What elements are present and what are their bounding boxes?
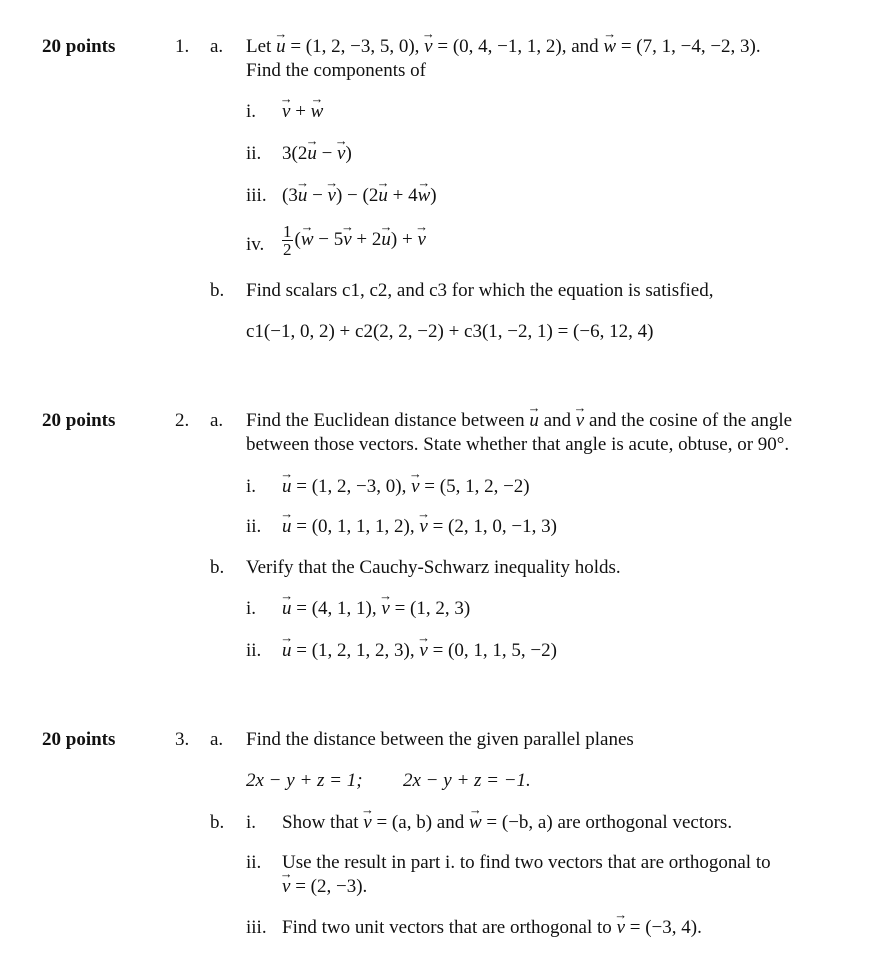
problem-2b-label: b. — [210, 557, 225, 578]
problem-1b-equation: c1(−1, 0, 2) + c2(2, 2, −2) + c3(1, −2, 1) = (−6, 12, 4) — [246, 321, 654, 342]
problem-2-points: 20 points — [42, 410, 116, 431]
problem-3b-ii-line1: Use the result in part i. to find two vectors that are orthogonal to — [282, 852, 771, 873]
problem-2a-line2: between those vectors. State whether that angle is acute, obtuse, or 90°. — [246, 434, 790, 455]
w-value: (7, 1, −4, −2, 3). — [636, 36, 761, 57]
problem-1b-text: Find scalars c1, c2, and c3 for which the equation is satisfied, — [246, 280, 714, 301]
problem-1a-i-label: i. — [246, 101, 257, 122]
problem-3a-text: Find the distance between the given parallel planes — [246, 729, 634, 750]
problem-3b-iii-text: Find two unit vectors that are orthogonal to → v = (−3, 4). — [282, 916, 702, 940]
problem-1-number: 1. — [175, 36, 190, 57]
problem-3b-ii-line2: → v = (2, −3). — [282, 875, 367, 899]
problem-2a-i-expr: → u = (1, 2, −3, 0), → v = (5, 1, 2, −2) — [282, 475, 530, 499]
problem-3b-label: b. — [210, 812, 225, 833]
problem-2a-line1: Find the Euclidean distance between → u and → v and the cosine of the angle — [246, 409, 792, 433]
problem-1-points: 20 points — [42, 36, 116, 57]
problem-2a-label: a. — [210, 410, 224, 431]
problem-3b-ii-label: ii. — [246, 852, 262, 873]
problem-2a-ii-expr: → u = (0, 1, 1, 1, 2), → v = (2, 1, 0, −1, 3) — [282, 515, 557, 539]
one-half-fraction: $\frac{1}{2}$ — [283, 222, 292, 260]
problem-2b-i-label: i. — [246, 598, 257, 619]
problem-1a-iii-label: iii. — [246, 185, 267, 206]
problem-3b-iii-label: iii. — [246, 917, 267, 938]
problem-1b-label: b. — [210, 280, 225, 301]
and-word: and — [571, 36, 599, 57]
let-word: Let — [246, 36, 272, 57]
problem-1a-line1: Let → u = (1, 2, −3, 5, 0), → v = (0, 4, −1, 1, 2), and → w = (7, 1, −4, −2, 3). — [246, 35, 761, 59]
problem-1a-i-expr: → v + → w — [282, 100, 323, 124]
problem-3a-plane2: 2x − y + z = −1. — [403, 770, 531, 791]
problem-1a-iii-expr: (3→ u − → v) − (2→ u + 4→ w) — [282, 184, 437, 208]
problem-3b-i-label: i. — [246, 812, 257, 833]
problem-2-number: 2. — [175, 410, 190, 431]
problem-1a-line2: Find the components of — [246, 60, 426, 81]
problem-1a-iv-label: iv. — [246, 234, 265, 255]
problem-2b-i-expr: → u = (4, 1, 1), → v = (1, 2, 3) — [282, 597, 470, 621]
problem-1a-iv-expr: $\frac{1}{2}$ (→ w − 5→ v + 2→ u) + → v — [280, 220, 426, 260]
problem-1a-ii-expr: 3(2→ u − → v) — [282, 142, 352, 166]
v-value: (0, 4, −1, 1, 2), — [452, 36, 567, 57]
problem-1a-ii-label: ii. — [246, 143, 262, 164]
problem-2b-ii-expr: → u = (1, 2, 1, 2, 3), → v = (0, 1, 1, 5, −2) — [282, 639, 557, 663]
problem-1a-label: a. — [210, 36, 224, 57]
problem-3a-label: a. — [210, 729, 224, 750]
problem-3b-i-text: Show that → v = (a, b) and → w = (−b, a) are orthogonal vectors. — [282, 811, 732, 835]
u-value: (1, 2, −3, 5, 0), — [305, 36, 420, 57]
problem-2a-i-label: i. — [246, 476, 257, 497]
problem-3a-plane1: 2x − y + z = 1; — [246, 770, 363, 791]
problem-3-points: 20 points — [42, 729, 116, 750]
problem-2b-ii-label: ii. — [246, 640, 262, 661]
problem-2a-ii-label: ii. — [246, 516, 262, 537]
problem-3-number: 3. — [175, 729, 190, 750]
problem-2b-text: Verify that the Cauchy-Schwarz inequality holds. — [246, 557, 621, 578]
